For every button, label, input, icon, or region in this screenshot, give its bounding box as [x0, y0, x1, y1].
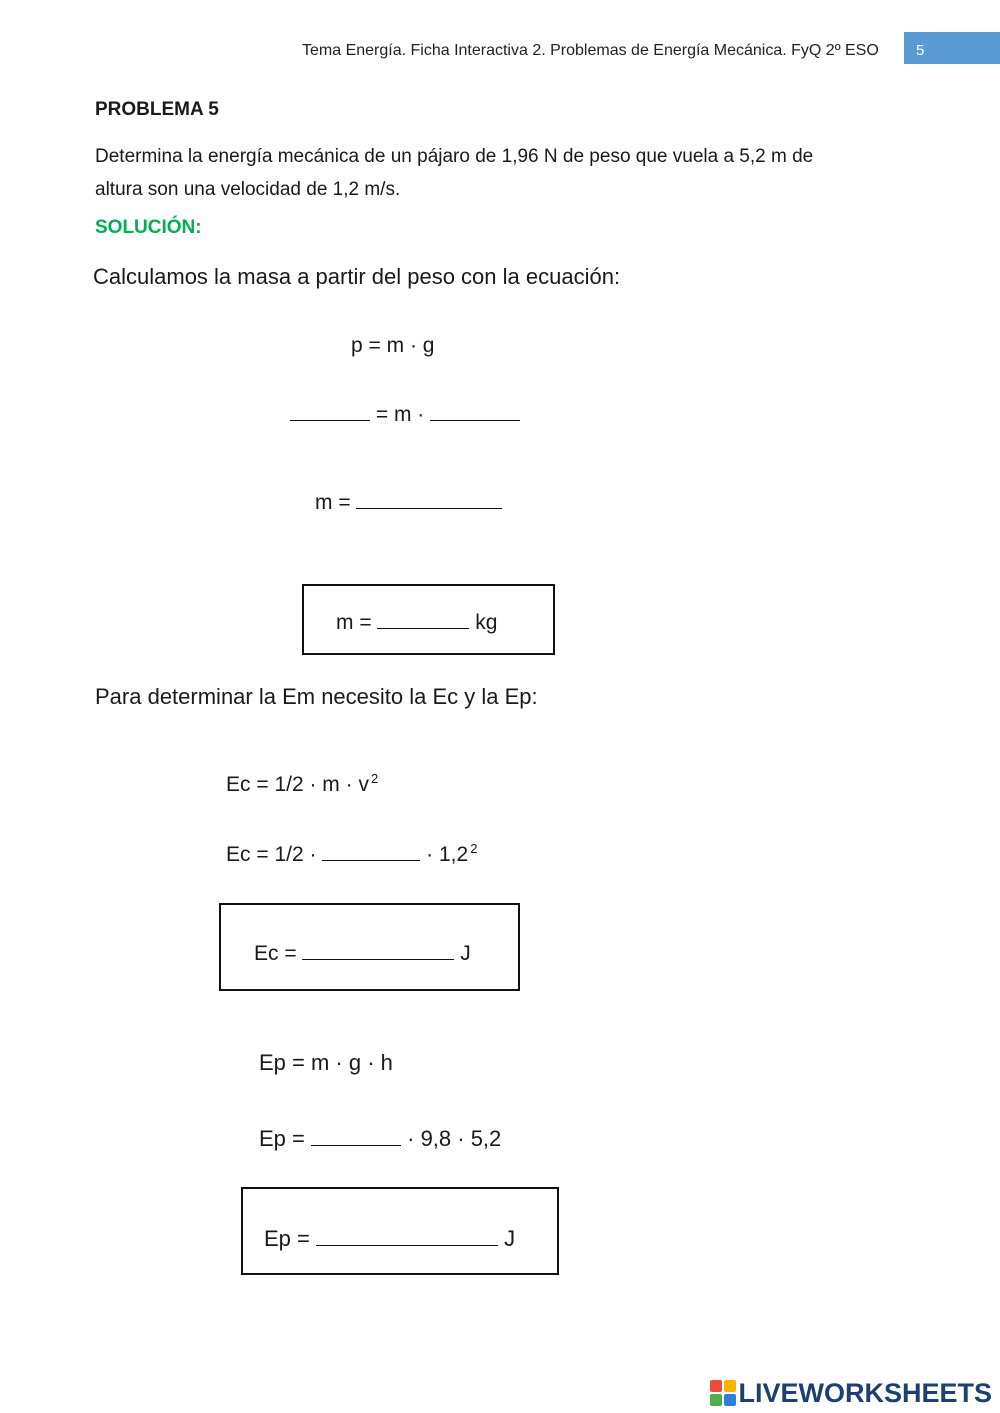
problem-statement [95, 140, 925, 206]
potential-result [264, 1225, 515, 1252]
potential-substitution-suffix: · 9,8 · 5,2 [407, 1126, 502, 1151]
logo-square-red [710, 1380, 722, 1392]
logo-square-blue [724, 1394, 736, 1406]
kinetic-substitution-suffix: · 1,2 [426, 843, 469, 866]
mass-result-label: m = [336, 611, 372, 634]
kinetic-result-blank[interactable] [302, 939, 454, 960]
potential-substitution [259, 1125, 501, 1152]
page-number-tab [904, 32, 1000, 64]
potential-mass-blank[interactable] [311, 1125, 401, 1146]
logo-square-green [710, 1394, 722, 1406]
liveworksheets-logo [710, 1378, 992, 1408]
mass-result [336, 608, 497, 635]
gravity-value-blank[interactable] [430, 400, 520, 421]
solution-label: SOLUCIÓN: [95, 217, 202, 238]
kinetic-formula-exponent: 2 [370, 771, 379, 786]
mass-equation [315, 488, 502, 515]
problem-title: PROBLEMA 5 [95, 99, 219, 120]
mass-result-box [302, 584, 555, 655]
mass-intro: Calculamos la masa a partir del peso con la ecuación: [93, 264, 621, 289]
liveworksheets-brand: LIVEWORKSHEETS [738, 1377, 992, 1408]
statement-line-1: Determina la energía mecánica de un pájaro de 1,96 N de peso que vuela a 5,2 m de [95, 146, 814, 167]
potential-result-unit: J [504, 1226, 516, 1251]
weight-substitution [290, 400, 520, 427]
statement-line-2: altura son una velocidad de 1,2 m/s. [95, 179, 401, 200]
document-header: Tema Energía. Ficha Interactiva 2. Problemas de Energía Mecánica. FyQ 2º ESO [302, 42, 879, 59]
page-number: 5 [916, 42, 925, 59]
potential-result-blank[interactable] [316, 1225, 498, 1246]
kinetic-substitution-exponent: 2 [470, 841, 478, 856]
energy-intro: Para determinar la Em necesito la Ec y la Ep: [95, 684, 538, 709]
kinetic-result [254, 939, 471, 966]
weight-value-blank[interactable] [290, 400, 370, 421]
kinetic-result-unit: J [460, 942, 471, 965]
weight-substitution-middle: = m · [375, 403, 425, 426]
potential-substitution-prefix: Ep = [259, 1126, 305, 1151]
kinetic-formula-text: Ec = 1/2 · m · v [226, 773, 369, 796]
mass-calculation-blank[interactable] [356, 488, 502, 509]
mass-equation-label: m = [315, 491, 351, 514]
weight-formula: p = m · g [351, 334, 435, 357]
potential-result-label: Ep = [264, 1226, 310, 1251]
kinetic-substitution-prefix: Ec = 1/2 · [226, 843, 317, 866]
mass-result-blank[interactable] [377, 608, 469, 629]
kinetic-mass-blank[interactable] [322, 840, 420, 861]
kinetic-substitution [226, 840, 477, 867]
mass-result-unit: kg [475, 611, 498, 634]
kinetic-result-label: Ec = [254, 942, 297, 965]
kinetic-result-box [219, 903, 520, 991]
potential-formula: Ep = m · g · h [259, 1050, 393, 1075]
kinetic-formula [226, 771, 378, 797]
logo-square-yellow [724, 1380, 736, 1392]
potential-result-box [241, 1187, 559, 1275]
liveworksheets-logo-icon [710, 1380, 736, 1406]
